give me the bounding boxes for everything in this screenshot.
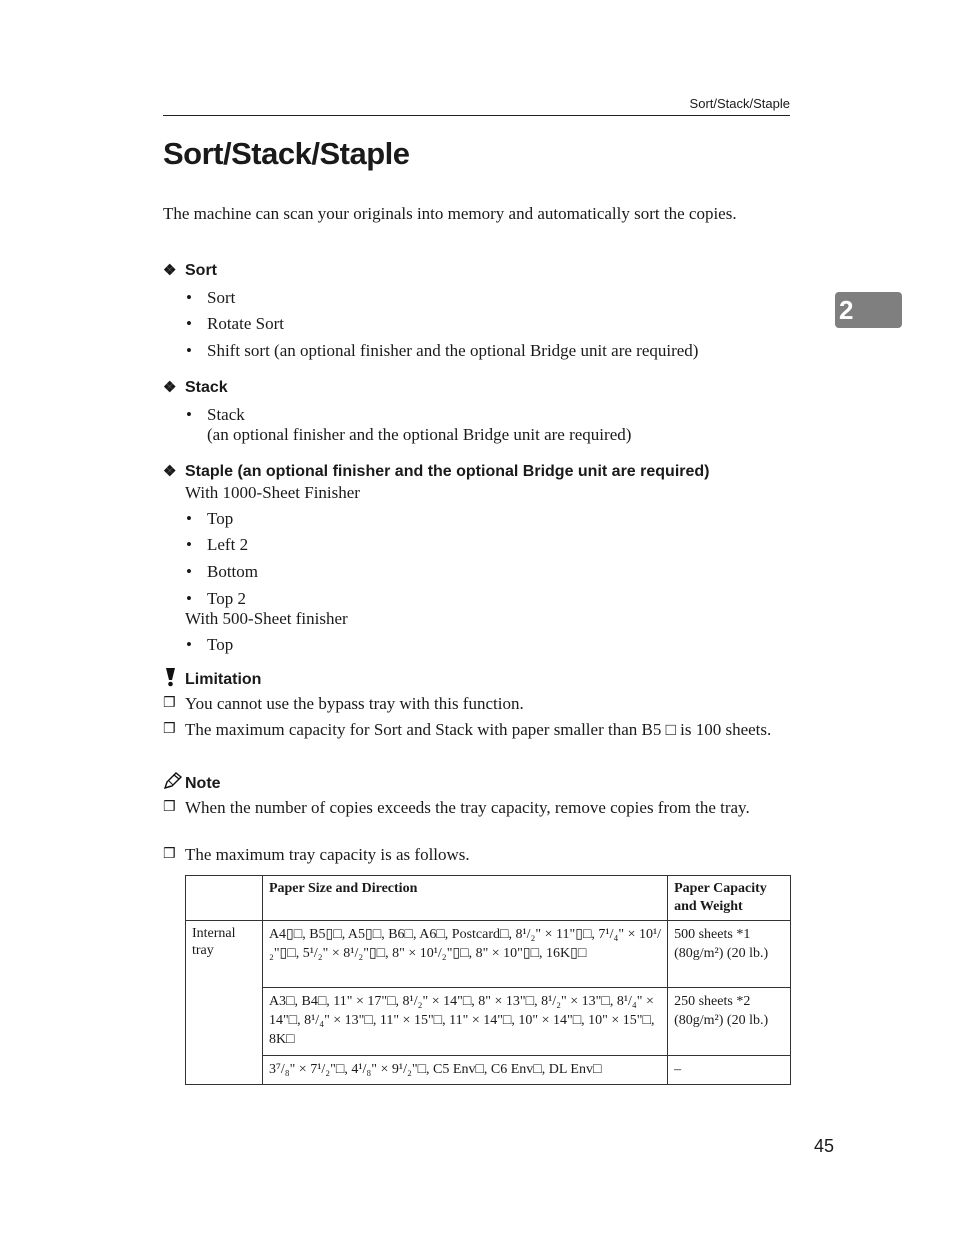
list-item: Top [207,635,234,654]
sort-heading-text: Sort [185,262,217,279]
capacity-cell: – [668,1056,791,1085]
bullet-icon: • [186,341,192,360]
page-title: Sort/Stack/Staple [163,136,410,171]
capacity-cell [668,921,791,988]
limitation-item: The maximum capacity for Sort and Stack with paper smaller than B5 □ is 100 sheets. [185,720,772,739]
list-item: Stack [207,405,245,424]
paper-size-cell: A3□, B4□, 11" × 17"□, 8¹/₂" × 14"□, 8" × 13"□, 8¹/₂" × 13"□, 8¹/₄" × 14"□, 8¹/₄" × 13"□, 11" × 15"□, 11" × 14"□, 10" × 14"□, 10" × 15"□, 8K□ [262,988,667,1056]
limitation-heading: Limitation [185,671,262,688]
stack-heading-text: Stack [185,379,228,396]
list-item: Rotate Sort [207,314,284,333]
exclamation-icon [163,667,179,687]
staple-heading [163,462,709,481]
page-number: 45 [814,1136,835,1156]
list-item: Left 2 [207,535,249,554]
running-head: Sort/Stack/Staple [689,96,790,111]
weight-value: (80g/m²) (20 lb.) [674,946,769,961]
tray-capacity-table [185,875,791,1085]
list-item: Bottom [207,562,259,581]
table-header-row [186,876,791,921]
limitation-item: You cannot use the bypass tray with this function. [185,694,524,713]
table-row [186,988,791,1056]
checkbox-icon: ❒ [163,846,176,862]
list-item: Top [207,509,234,528]
list-item: Sort [207,288,236,307]
checkbox-icon: ❒ [163,799,176,815]
row-label-cell: Internal tray [186,921,263,1085]
staple-heading-text: Staple (an optional finisher and the optional Bridge unit are required) [185,463,710,480]
chapter-tab: 2 [835,292,902,328]
checkbox-icon: ❒ [163,695,176,711]
diamond-fleuron-icon: ❖ [163,262,177,279]
note-item: When the number of copies exceeds the tray capacity, remove copies from the tray. [185,798,750,817]
bullet-icon: • [186,535,192,554]
table-header-cell: Paper Size and Direction [262,876,667,921]
bullet-icon: • [186,562,192,581]
capacity-cell [668,988,791,1056]
paper-size-cell: A4▯□, B5▯□, A5▯□, B6□, A6□, Postcard□, 8¹/₂" × 11"▯□, 7¹/₄" × 10¹/₂"▯□, 5¹/₂" × 8¹/₂"▯□, 8" × 10¹/₂"▯□, 8" × 10"▯□, 16K▯□ [262,921,667,988]
note-item: The maximum tray capacity is as follows. [185,845,470,864]
bullet-icon: • [186,288,192,307]
header-rule [163,115,790,116]
checkbox-icon: ❒ [163,721,176,737]
note-heading: Note [185,775,221,792]
table-header-cell [186,876,263,921]
stack-heading [163,378,228,397]
weight-value: (80g/m²) (20 lb.) [674,1013,769,1028]
intro-paragraph: The machine can scan your originals into memory and automatically sort the copies. [163,204,737,223]
sort-heading [163,261,217,280]
bullet-icon: • [186,589,192,608]
finisher-label: With 500-Sheet finisher [185,609,348,628]
list-item: Shift sort (an optional finisher and the optional Bridge unit are required) [207,341,699,360]
table-row [186,921,791,988]
capacity-value: 500 sheets *1 [674,927,751,942]
bullet-icon: • [186,405,192,424]
list-item: Top 2 [207,589,246,608]
list-item-note: (an optional finisher and the optional Bridge unit are required) [207,425,632,444]
finisher-label: With 1000-Sheet Finisher [185,483,360,502]
diamond-fleuron-icon: ❖ [163,379,177,396]
bullet-icon: • [186,635,192,654]
diamond-fleuron-icon: ❖ [163,463,177,480]
table-row [186,1056,791,1085]
capacity-value: 250 sheets *2 [674,994,751,1009]
bullet-icon: • [186,314,192,333]
paper-size-cell: 3⁷/₈" × 7¹/₂"□, 4¹/₈" × 9¹/₂"□, C5 Env□, C6 Env□, DL Env□ [262,1056,667,1085]
pencil-icon [163,772,183,790]
table-header-cell: Paper Capacity and Weight [668,876,791,921]
bullet-icon: • [186,509,192,528]
